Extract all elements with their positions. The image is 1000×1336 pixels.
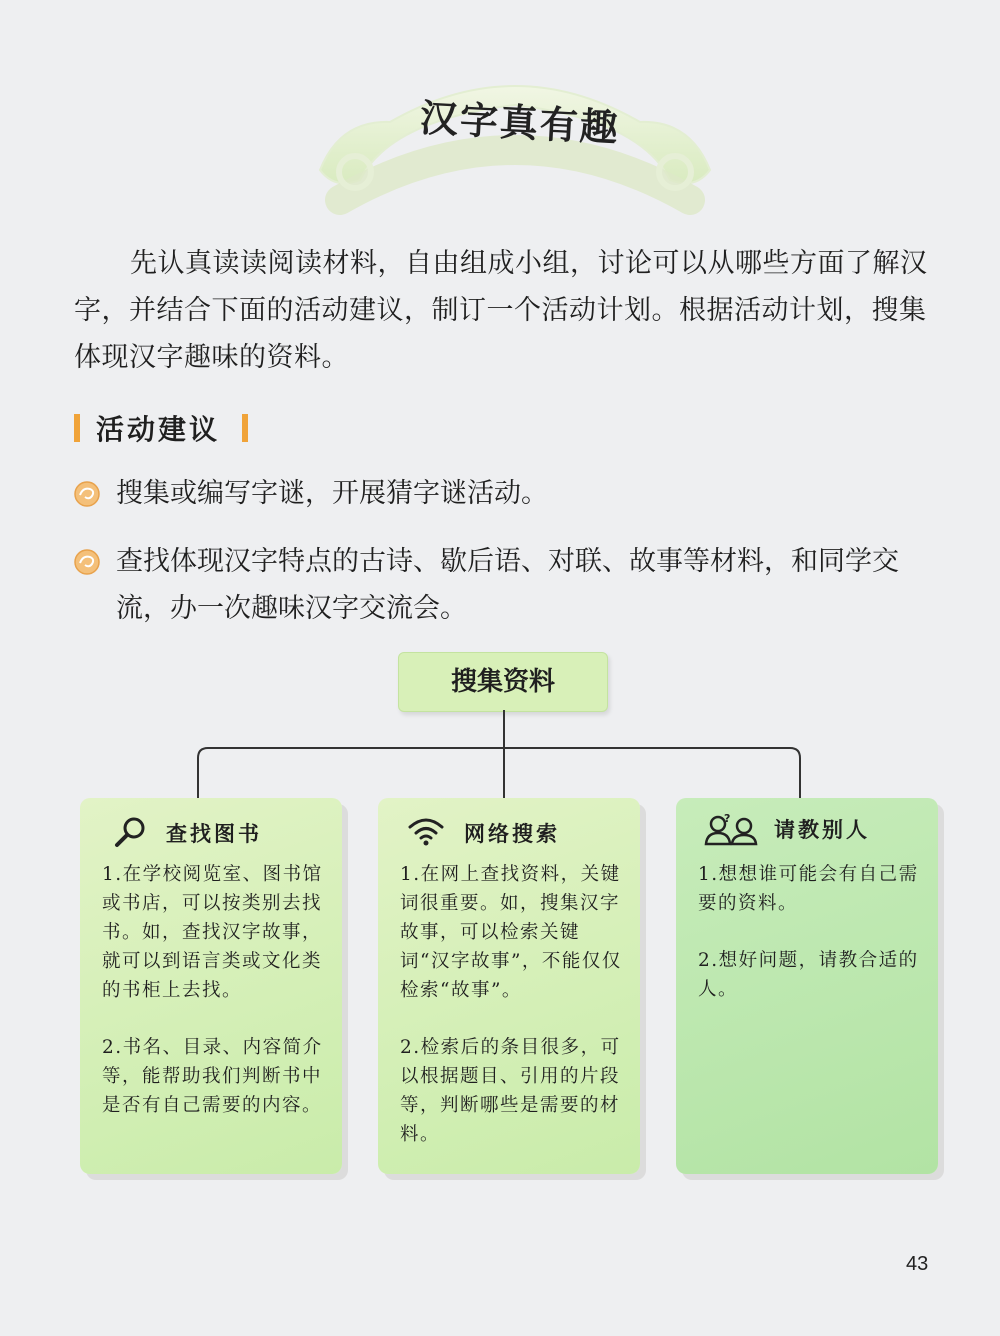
branch-title: 查找图书 bbox=[166, 821, 262, 846]
swirl-bullet-icon bbox=[74, 549, 100, 575]
branch-card-books bbox=[80, 798, 342, 1174]
mindmap-root: 搜集资料 bbox=[398, 652, 608, 712]
mindmap-connector-lines bbox=[190, 710, 810, 810]
heading-bar-right bbox=[242, 414, 248, 442]
suggestion-item bbox=[74, 470, 944, 517]
heading-bar-left bbox=[74, 414, 80, 442]
branch-item: 2.想好问题，请教合适的人。 bbox=[698, 950, 919, 1000]
page-number: 43 bbox=[906, 1253, 929, 1275]
magnifier-icon bbox=[114, 816, 148, 848]
swirl-bullet-icon bbox=[74, 481, 100, 507]
branch-title: 网络搜索 bbox=[464, 821, 560, 846]
branch-body bbox=[102, 860, 324, 1148]
intro-paragraph: 先认真读读阅读材料，自由组成小组，讨论可以从哪些方面了解汉字，并结合下面的活动建议，制订一个活动计划。根据活动计划，搜集体现汉字趣味的资料。 bbox=[74, 248, 928, 373]
svg-text:?: ? bbox=[724, 812, 731, 825]
suggestion-text: 搜集或编写字谜，开展猜字谜活动。 bbox=[116, 478, 548, 509]
branch-item: 1.在网上查找资料，关键词很重要。如，搜集汉字故事，可以检索关键词“汉字故事”，不能仅仅检索“故事”。 bbox=[400, 864, 622, 1001]
suggestion-text: 查找体现汉字特点的古诗、歇后语、对联、故事等材料，和同学交流，办一次趣味汉字交流会。 bbox=[116, 546, 899, 624]
branch-card-web bbox=[378, 798, 640, 1174]
wifi-icon bbox=[406, 816, 446, 846]
branch-item: 2.检索后的条目很多，可以根据题目、引用的片段等，判断哪些是需要的材料。 bbox=[400, 1037, 621, 1145]
branch-item: 1.在学校阅览室、图书馆或书店，可以按类别去找书。如，查找汉字故事，就可以到语言类或文化类的书柜上去找。 bbox=[102, 864, 323, 1001]
branch-title: 请教别人 bbox=[774, 817, 870, 842]
page-title: 汉字真有趣 bbox=[418, 94, 621, 151]
people-question-icon bbox=[704, 812, 764, 846]
branch-body bbox=[698, 860, 920, 1032]
branch-item: 2.书名、目录、内容简介等，能帮助我们判断书中是否有自己需要的内容。 bbox=[102, 1037, 323, 1116]
branch-card-ask bbox=[676, 798, 938, 1174]
branch-body bbox=[400, 860, 622, 1177]
section-title: 活动建议 bbox=[96, 413, 221, 446]
suggestion-item bbox=[74, 538, 944, 632]
branch-item: 1.想想谁可能会有自己需要的资料。 bbox=[698, 864, 919, 914]
